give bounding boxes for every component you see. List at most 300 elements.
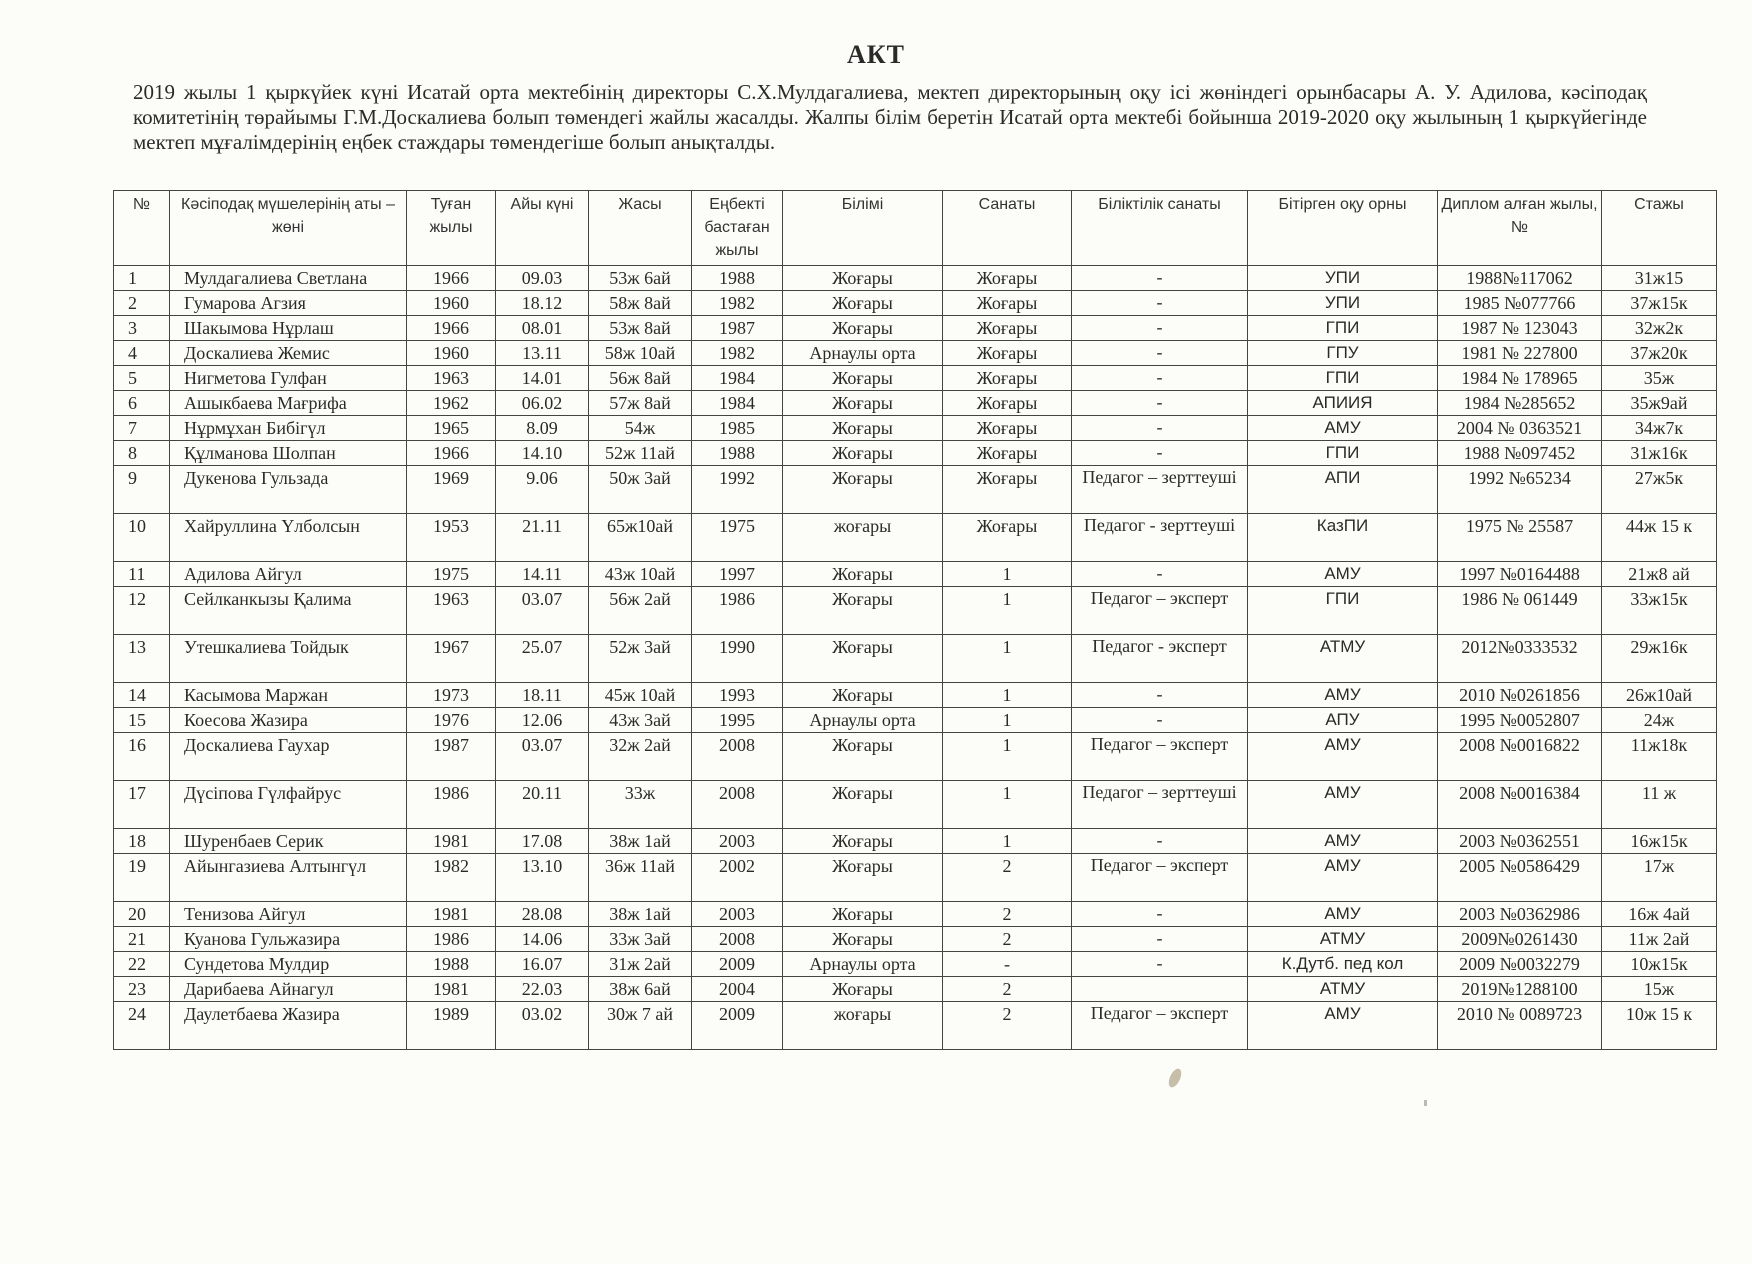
cell-qualification: - — [1072, 266, 1248, 291]
table-row — [114, 683, 1717, 708]
cell-birth-date: 03.07 — [496, 587, 589, 635]
cell-row-number: 14 — [114, 683, 170, 708]
cell-school: АМУ — [1248, 781, 1438, 829]
cell-diploma: 2004 № 0363521 — [1438, 416, 1602, 441]
cell-experience: 24ж — [1602, 708, 1717, 733]
cell-experience: 33ж15к — [1602, 587, 1717, 635]
cell-qualification: Педагог – зерттеуші — [1072, 781, 1248, 829]
cell-education: жоғары — [783, 1002, 943, 1050]
header-age: Жасы — [589, 191, 692, 266]
cell-school: УПИ — [1248, 291, 1438, 316]
cell-row-number: 21 — [114, 927, 170, 952]
cell-age: 38ж 6ай — [589, 977, 692, 1002]
cell-category: Жоғары — [943, 391, 1072, 416]
cell-teacher-name: Коесова Жазира — [170, 708, 407, 733]
paper-speck — [1424, 1100, 1427, 1106]
cell-birth-date: 16.07 — [496, 952, 589, 977]
cell-diploma: 1997 №0164488 — [1438, 562, 1602, 587]
cell-age: 50ж 3ай — [589, 466, 692, 514]
cell-birth-date: 12.06 — [496, 708, 589, 733]
cell-diploma: 1984 № 178965 — [1438, 366, 1602, 391]
cell-row-number: 1 — [114, 266, 170, 291]
cell-category: Жоғары — [943, 316, 1072, 341]
cell-start-year: 2003 — [692, 829, 783, 854]
cell-teacher-name: Дүсіпова Гүлфайрус — [170, 781, 407, 829]
cell-birth-date: 17.08 — [496, 829, 589, 854]
cell-experience: 31ж15 — [1602, 266, 1717, 291]
cell-experience: 27ж5к — [1602, 466, 1717, 514]
table-row — [114, 391, 1717, 416]
cell-qualification: Педагог - зерттеуші — [1072, 514, 1248, 562]
cell-row-number: 18 — [114, 829, 170, 854]
cell-start-year: 2002 — [692, 854, 783, 902]
table-row — [114, 587, 1717, 635]
cell-experience: 34ж7к — [1602, 416, 1717, 441]
cell-teacher-name: Сейлканкызы Қалима — [170, 587, 407, 635]
cell-diploma: 1985 №077766 — [1438, 291, 1602, 316]
cell-qualification: - — [1072, 562, 1248, 587]
cell-age: 33ж — [589, 781, 692, 829]
cell-qualification: - — [1072, 708, 1248, 733]
cell-birth-year: 1960 — [407, 341, 496, 366]
header-education: Білімі — [783, 191, 943, 266]
cell-education: Жоғары — [783, 416, 943, 441]
table-row — [114, 635, 1717, 683]
cell-teacher-name: Құлманова Шолпан — [170, 441, 407, 466]
cell-row-number: 22 — [114, 952, 170, 977]
cell-start-year: 2009 — [692, 952, 783, 977]
cell-start-year: 1993 — [692, 683, 783, 708]
cell-birth-year: 1973 — [407, 683, 496, 708]
cell-education: жоғары — [783, 514, 943, 562]
cell-birth-year: 1981 — [407, 902, 496, 927]
cell-school: АМУ — [1248, 733, 1438, 781]
cell-qualification: - — [1072, 902, 1248, 927]
cell-diploma: 1988 №097452 — [1438, 441, 1602, 466]
cell-education: Жоғары — [783, 562, 943, 587]
cell-experience: 44ж 15 к — [1602, 514, 1717, 562]
cell-birth-year: 1988 — [407, 952, 496, 977]
cell-birth-date: 8.09 — [496, 416, 589, 441]
cell-age: 45ж 10ай — [589, 683, 692, 708]
cell-qualification: Педагог – эксперт — [1072, 587, 1248, 635]
cell-teacher-name: Шуренбаев Серик — [170, 829, 407, 854]
cell-education: Жоғары — [783, 635, 943, 683]
cell-start-year: 1986 — [692, 587, 783, 635]
header-name: Кәсіподақ мүшелерінің аты – жөні — [170, 191, 407, 266]
cell-age: 30ж 7 ай — [589, 1002, 692, 1050]
cell-experience: 15ж — [1602, 977, 1717, 1002]
cell-school: ГПИ — [1248, 587, 1438, 635]
cell-teacher-name: Адилова Айгул — [170, 562, 407, 587]
cell-teacher-name: Дукенова Гульзада — [170, 466, 407, 514]
cell-teacher-name: Хайруллина Үлболсын — [170, 514, 407, 562]
cell-birth-date: 21.11 — [496, 514, 589, 562]
cell-education: Жоғары — [783, 781, 943, 829]
cell-category: 2 — [943, 927, 1072, 952]
cell-start-year: 1997 — [692, 562, 783, 587]
cell-birth-date: 09.03 — [496, 266, 589, 291]
cell-education: Жоғары — [783, 441, 943, 466]
cell-teacher-name: Гумарова Агзия — [170, 291, 407, 316]
table-row — [114, 977, 1717, 1002]
cell-qualification: Педагог – эксперт — [1072, 1002, 1248, 1050]
table-row — [114, 927, 1717, 952]
cell-age: 52ж 3ай — [589, 635, 692, 683]
cell-school: ГПИ — [1248, 316, 1438, 341]
table-row — [114, 514, 1717, 562]
staff-table — [113, 190, 1717, 1050]
cell-age: 65ж10ай — [589, 514, 692, 562]
cell-birth-date: 18.12 — [496, 291, 589, 316]
cell-school: ГПИ — [1248, 366, 1438, 391]
cell-education: Жоғары — [783, 316, 943, 341]
cell-diploma: 1981 № 227800 — [1438, 341, 1602, 366]
cell-row-number: 16 — [114, 733, 170, 781]
cell-birth-date: 14.01 — [496, 366, 589, 391]
cell-row-number: 20 — [114, 902, 170, 927]
cell-qualification: - — [1072, 683, 1248, 708]
cell-birth-year: 1982 — [407, 854, 496, 902]
table-row — [114, 266, 1717, 291]
cell-birth-date: 20.11 — [496, 781, 589, 829]
cell-age: 53ж 8ай — [589, 316, 692, 341]
cell-experience: 26ж10ай — [1602, 683, 1717, 708]
cell-qualification: - — [1072, 441, 1248, 466]
cell-diploma: 2003 №0362551 — [1438, 829, 1602, 854]
cell-birth-year: 1986 — [407, 927, 496, 952]
cell-row-number: 5 — [114, 366, 170, 391]
cell-qualification: - — [1072, 391, 1248, 416]
cell-birth-date: 13.10 — [496, 854, 589, 902]
cell-category: Жоғары — [943, 441, 1072, 466]
cell-age: 32ж 2ай — [589, 733, 692, 781]
cell-teacher-name: Шакымова Нұрлаш — [170, 316, 407, 341]
cell-education: Арнаулы орта — [783, 708, 943, 733]
cell-teacher-name: Нұрмұхан Бибігүл — [170, 416, 407, 441]
header-start-year: Еңбекті бастаған жылы — [692, 191, 783, 266]
cell-qualification: - — [1072, 366, 1248, 391]
cell-teacher-name: Доскалиева Гаухар — [170, 733, 407, 781]
cell-start-year: 2009 — [692, 1002, 783, 1050]
header-number: № — [114, 191, 170, 266]
cell-birth-date: 08.01 — [496, 316, 589, 341]
table-row — [114, 854, 1717, 902]
cell-qualification: - — [1072, 927, 1248, 952]
table-row — [114, 366, 1717, 391]
cell-start-year: 1992 — [692, 466, 783, 514]
cell-category: 1 — [943, 733, 1072, 781]
cell-teacher-name: Касымова Маржан — [170, 683, 407, 708]
table-row — [114, 781, 1717, 829]
cell-school: ГПУ — [1248, 341, 1438, 366]
cell-education: Арнаулы орта — [783, 341, 943, 366]
cell-education: Жоғары — [783, 829, 943, 854]
cell-school: АМУ — [1248, 562, 1438, 587]
cell-school: АТМУ — [1248, 635, 1438, 683]
table-row — [114, 708, 1717, 733]
cell-diploma: 2009 №0032279 — [1438, 952, 1602, 977]
header-school: Бітірген оқу орны — [1248, 191, 1438, 266]
cell-row-number: 9 — [114, 466, 170, 514]
cell-experience: 11ж18к — [1602, 733, 1717, 781]
cell-birth-date: 25.07 — [496, 635, 589, 683]
cell-category: Жоғары — [943, 416, 1072, 441]
cell-birth-date: 06.02 — [496, 391, 589, 416]
cell-experience: 10ж 15 к — [1602, 1002, 1717, 1050]
cell-teacher-name: Айынгазиева Алтынгүл — [170, 854, 407, 902]
cell-start-year: 2008 — [692, 927, 783, 952]
cell-birth-year: 1976 — [407, 708, 496, 733]
cell-start-year: 1985 — [692, 416, 783, 441]
cell-experience: 21ж8 ай — [1602, 562, 1717, 587]
cell-experience: 35ж9ай — [1602, 391, 1717, 416]
table-row — [114, 466, 1717, 514]
table-row — [114, 902, 1717, 927]
header-birth-year: Туған жылы — [407, 191, 496, 266]
cell-birth-year: 1960 — [407, 291, 496, 316]
cell-experience: 37ж15к — [1602, 291, 1717, 316]
cell-education: Жоғары — [783, 391, 943, 416]
cell-experience: 37ж20к — [1602, 341, 1717, 366]
cell-row-number: 10 — [114, 514, 170, 562]
cell-birth-year: 1953 — [407, 514, 496, 562]
cell-birth-date: 14.06 — [496, 927, 589, 952]
cell-age: 53ж 6ай — [589, 266, 692, 291]
cell-birth-year: 1963 — [407, 366, 496, 391]
cell-category: Жоғары — [943, 366, 1072, 391]
cell-diploma: 2010 № 0089723 — [1438, 1002, 1602, 1050]
cell-experience: 35ж — [1602, 366, 1717, 391]
cell-category: Жоғары — [943, 266, 1072, 291]
cell-qualification: - — [1072, 341, 1248, 366]
cell-row-number: 2 — [114, 291, 170, 316]
cell-start-year: 2004 — [692, 977, 783, 1002]
cell-age: 56ж 2ай — [589, 587, 692, 635]
cell-education: Жоғары — [783, 977, 943, 1002]
cell-teacher-name: Тенизова Айгул — [170, 902, 407, 927]
cell-row-number: 8 — [114, 441, 170, 466]
cell-qualification — [1072, 977, 1248, 1002]
cell-diploma: 1984 №285652 — [1438, 391, 1602, 416]
cell-education: Жоғары — [783, 466, 943, 514]
cell-qualification: - — [1072, 952, 1248, 977]
table-row — [114, 829, 1717, 854]
cell-diploma: 2019№1288100 — [1438, 977, 1602, 1002]
cell-diploma: 2010 №0261856 — [1438, 683, 1602, 708]
cell-category: 1 — [943, 562, 1072, 587]
cell-start-year: 1987 — [692, 316, 783, 341]
cell-school: АТМУ — [1248, 977, 1438, 1002]
header-experience: Стажы — [1602, 191, 1717, 266]
cell-birth-date: 22.03 — [496, 977, 589, 1002]
cell-school: АПИИЯ — [1248, 391, 1438, 416]
cell-education: Жоғары — [783, 587, 943, 635]
cell-diploma: 2008 №0016384 — [1438, 781, 1602, 829]
cell-birth-date: 9.06 — [496, 466, 589, 514]
cell-category: 2 — [943, 854, 1072, 902]
cell-diploma: 1992 №65234 — [1438, 466, 1602, 514]
cell-age: 58ж 10ай — [589, 341, 692, 366]
cell-diploma: 1988№117062 — [1438, 266, 1602, 291]
cell-start-year: 1988 — [692, 441, 783, 466]
cell-birth-date: 03.02 — [496, 1002, 589, 1050]
cell-diploma: 2003 №0362986 — [1438, 902, 1602, 927]
cell-birth-year: 1966 — [407, 316, 496, 341]
cell-school: АМУ — [1248, 854, 1438, 902]
cell-category: 1 — [943, 683, 1072, 708]
cell-teacher-name: Мулдагалиева Светлана — [170, 266, 407, 291]
cell-category: 1 — [943, 635, 1072, 683]
document-title: АКТ — [847, 40, 905, 69]
cell-teacher-name: Куанова Гульжазира — [170, 927, 407, 952]
table-row — [114, 316, 1717, 341]
cell-qualification: Педагог - эксперт — [1072, 635, 1248, 683]
cell-age: 54ж — [589, 416, 692, 441]
cell-school: АМУ — [1248, 829, 1438, 854]
cell-age: 52ж 11ай — [589, 441, 692, 466]
cell-start-year: 1984 — [692, 366, 783, 391]
cell-birth-year: 1975 — [407, 562, 496, 587]
cell-row-number: 13 — [114, 635, 170, 683]
cell-qualification: Педагог – эксперт — [1072, 733, 1248, 781]
cell-age: 57ж 8ай — [589, 391, 692, 416]
table-header-row — [114, 191, 1717, 266]
cell-category: Жоғары — [943, 466, 1072, 514]
header-category: Санаты — [943, 191, 1072, 266]
cell-education: Жоғары — [783, 366, 943, 391]
cell-qualification: Педагог – эксперт — [1072, 854, 1248, 902]
cell-school: АМУ — [1248, 416, 1438, 441]
cell-experience: 11ж 2ай — [1602, 927, 1717, 952]
cell-education: Жоғары — [783, 266, 943, 291]
cell-birth-year: 1963 — [407, 587, 496, 635]
cell-school: АМУ — [1248, 683, 1438, 708]
cell-school: АТМУ — [1248, 927, 1438, 952]
cell-age: 56ж 8ай — [589, 366, 692, 391]
cell-start-year: 1988 — [692, 266, 783, 291]
cell-age: 31ж 2ай — [589, 952, 692, 977]
cell-school: АМУ — [1248, 902, 1438, 927]
cell-experience: 29ж16к — [1602, 635, 1717, 683]
cell-qualification: Педагог – зерттеуші — [1072, 466, 1248, 514]
cell-row-number: 4 — [114, 341, 170, 366]
header-birth-date: Айы күні — [496, 191, 589, 266]
cell-experience: 10ж15к — [1602, 952, 1717, 977]
cell-category: Жоғары — [943, 514, 1072, 562]
cell-birth-year: 1966 — [407, 441, 496, 466]
cell-birth-year: 1965 — [407, 416, 496, 441]
cell-birth-date: 14.10 — [496, 441, 589, 466]
table-body — [114, 266, 1717, 1050]
cell-qualification: - — [1072, 316, 1248, 341]
cell-experience: 16ж15к — [1602, 829, 1717, 854]
cell-category: Жоғары — [943, 341, 1072, 366]
cell-birth-date: 28.08 — [496, 902, 589, 927]
cell-diploma: 1975 № 25587 — [1438, 514, 1602, 562]
cell-birth-date: 14.11 — [496, 562, 589, 587]
cell-birth-year: 1962 — [407, 391, 496, 416]
cell-age: 33ж 3ай — [589, 927, 692, 952]
cell-birth-year: 1967 — [407, 635, 496, 683]
cell-category: 2 — [943, 902, 1072, 927]
cell-diploma: 1995 №0052807 — [1438, 708, 1602, 733]
cell-row-number: 15 — [114, 708, 170, 733]
cell-birth-year: 1981 — [407, 829, 496, 854]
cell-category: 2 — [943, 977, 1072, 1002]
cell-start-year: 1984 — [692, 391, 783, 416]
cell-school: АПИ — [1248, 466, 1438, 514]
cell-age: 38ж 1ай — [589, 829, 692, 854]
cell-teacher-name: Нигметова Гулфан — [170, 366, 407, 391]
cell-qualification: - — [1072, 291, 1248, 316]
cell-birth-date: 13.11 — [496, 341, 589, 366]
table-row — [114, 952, 1717, 977]
cell-category: 1 — [943, 829, 1072, 854]
cell-age: 58ж 8ай — [589, 291, 692, 316]
cell-diploma: 2008 №0016822 — [1438, 733, 1602, 781]
table-row — [114, 562, 1717, 587]
table-row — [114, 1002, 1717, 1050]
cell-diploma: 2012№0333532 — [1438, 635, 1602, 683]
cell-category: Жоғары — [943, 291, 1072, 316]
cell-experience: 11 ж — [1602, 781, 1717, 829]
cell-education: Жоғары — [783, 927, 943, 952]
intro-paragraph: 2019 жылы 1 қыркүйек күні Исатай орта мектебінің директоры С.Х.Мулдагалиева, мектеп директорының оқу ісі жөніндегі орынбасары А. У. Адилова, кәсіподақ комитетінің төрайымы Г.М.Доскалиева болып төмендегі жайлы жасалды. Жалпы білім беретін Исатай орта мектебі бойынша 2019-2020 оқу жылының 1 қыркүйегінде мектеп мұғалімдерінің еңбек стаждары төмендегіше болып анықталды. — [133, 80, 1647, 154]
paper-smudge — [1166, 1067, 1184, 1089]
table-row — [114, 291, 1717, 316]
cell-start-year: 2003 — [692, 902, 783, 927]
cell-birth-year: 1981 — [407, 977, 496, 1002]
cell-qualification: - — [1072, 829, 1248, 854]
cell-education: Жоғары — [783, 854, 943, 902]
cell-diploma: 2009№0261430 — [1438, 927, 1602, 952]
cell-row-number: 23 — [114, 977, 170, 1002]
cell-school: АМУ — [1248, 1002, 1438, 1050]
cell-teacher-name: Сундетова Мулдир — [170, 952, 407, 977]
cell-education: Жоғары — [783, 291, 943, 316]
cell-row-number: 12 — [114, 587, 170, 635]
cell-category: - — [943, 952, 1072, 977]
cell-birth-date: 03.07 — [496, 733, 589, 781]
cell-category: 1 — [943, 587, 1072, 635]
cell-start-year: 1975 — [692, 514, 783, 562]
table-row — [114, 733, 1717, 781]
cell-birth-year: 1986 — [407, 781, 496, 829]
cell-start-year: 1982 — [692, 291, 783, 316]
cell-age: 38ж 1ай — [589, 902, 692, 927]
table-row — [114, 341, 1717, 366]
cell-start-year: 2008 — [692, 781, 783, 829]
cell-school: УПИ — [1248, 266, 1438, 291]
cell-category: 1 — [943, 781, 1072, 829]
cell-row-number: 3 — [114, 316, 170, 341]
cell-birth-year: 1989 — [407, 1002, 496, 1050]
cell-diploma: 2005 №0586429 — [1438, 854, 1602, 902]
cell-teacher-name: Дарибаева Айнагул — [170, 977, 407, 1002]
cell-school: ГПИ — [1248, 441, 1438, 466]
cell-experience: 16ж 4ай — [1602, 902, 1717, 927]
cell-education: Арнаулы орта — [783, 952, 943, 977]
cell-experience: 17ж — [1602, 854, 1717, 902]
header-diploma: Диплом алған жылы, № — [1438, 191, 1602, 266]
cell-row-number: 7 — [114, 416, 170, 441]
cell-start-year: 1982 — [692, 341, 783, 366]
table-row — [114, 441, 1717, 466]
cell-teacher-name: Ашыкбаева Мағрифа — [170, 391, 407, 416]
cell-experience: 31ж16к — [1602, 441, 1717, 466]
cell-row-number: 17 — [114, 781, 170, 829]
